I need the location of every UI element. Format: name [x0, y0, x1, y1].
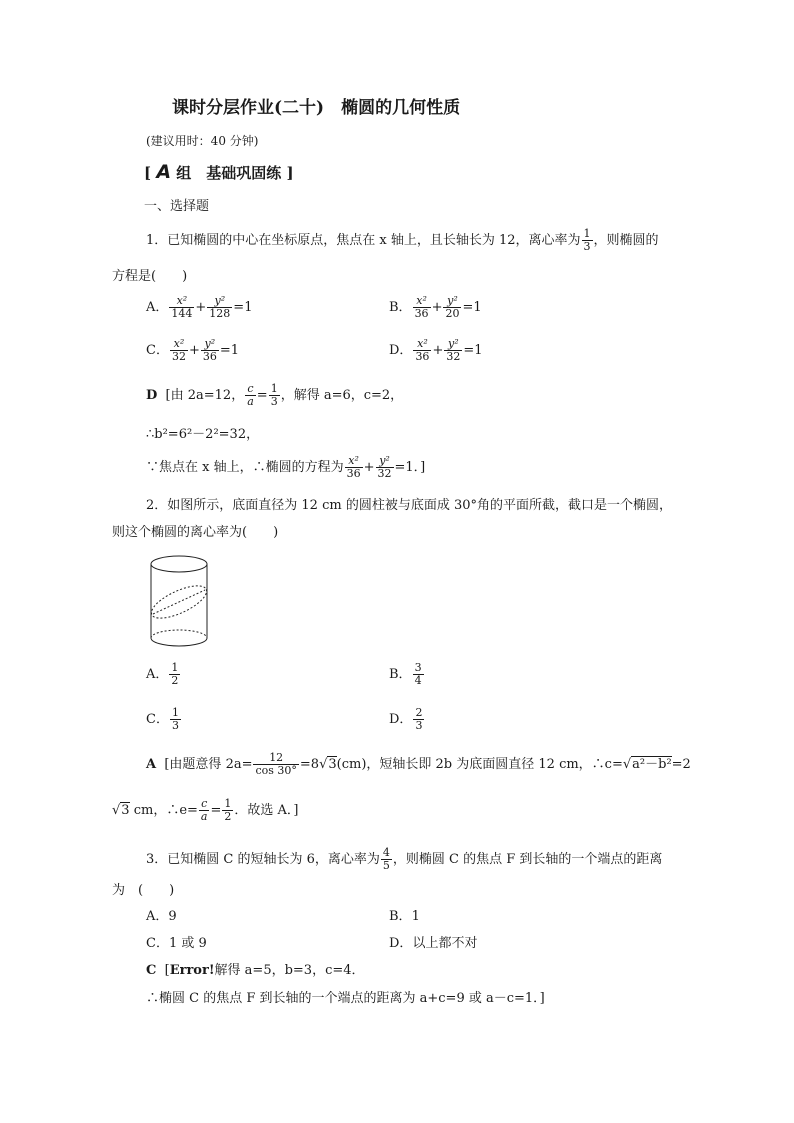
q1-stem-line2: 方程是( ): [112, 269, 188, 284]
q2-stem-line2: 则这个椭圆的离心率为( ): [112, 525, 279, 540]
group-bracket-open: [: [144, 164, 152, 182]
error-text: Error!: [169, 963, 215, 978]
cylinder-figure: [146, 552, 212, 652]
q3-option-a: A．9: [146, 909, 177, 924]
q2-option-c: C． $\frac{1}{3}$: [146, 706, 179, 733]
q2-solution-line1: A [由题意得 2a= $\frac{12}{\cos 30^\circ}$ =8√3(cm)，短轴长即 2b 为底面圆直径 12 cm，∴c=√a²－b²=2: [146, 751, 691, 778]
q2-option-d: D． $\frac{2}{3}$: [389, 706, 423, 733]
q3-option-c: C．1 或 9: [146, 936, 207, 951]
time-note: (建议用时：40 分钟): [146, 134, 259, 148]
q3-option-d: D．以上都不对: [389, 936, 478, 951]
q2-solution-line2: √3 cm，∴e= $\frac{c}{a}$ = $\frac{1}{2}$ ．故选 A．]: [112, 797, 299, 824]
q1-option-d: D． $\frac{\text{x²}}{36}$ + $\frac{\text{y²}}{32}$ =1: [389, 337, 483, 364]
q1-solution-line1: D [由 2a=12， $\frac{c}{a}$ = $\frac{1}{3}$ ，解得 a=6，c=2，: [146, 382, 404, 409]
page-title: 课时分层作业(二十) 椭圆的几何性质: [172, 98, 461, 118]
q2-option-b: B． $\frac{3}{4}$: [389, 661, 422, 688]
q3-stem-line2: 为 ( ): [112, 883, 175, 898]
group-header: [144, 163, 294, 182]
q1-option-b: B． $\frac{\text{x²}}{36}$ + $\frac{\text{y²}}{20}$ =1: [389, 294, 482, 321]
group-label: 组 基础巩固练: [176, 164, 282, 182]
q2-answer: A: [146, 757, 157, 773]
section-heading: 一、选择题: [144, 199, 210, 214]
q1-solution-line3: ∵焦点在 x 轴上，∴椭圆的方程为 $\frac{\text{x²}}{36}$ + $\frac{\text{y²}}{32}$ =1．]: [146, 454, 426, 481]
q1-option-c: C． $\frac{\text{x²}}{32}$ + $\frac{\text{y²}}{36}$ =1: [146, 337, 240, 364]
q1-stem-line1: 1．已知椭圆的中心在坐标原点，焦点在 x 轴上，且长轴长为 12，离心率为 $\frac{1}{3}$ ，则椭圆的: [146, 227, 659, 254]
q3-solution-line1: C [Error!解得 a=5，b=3，c=4．: [146, 963, 365, 978]
q1-option-a: A． $\frac{\text{x²}}{144}$ + $\frac{\text{y²}}{128}$ =1: [146, 294, 253, 321]
q1-answer: D: [146, 388, 158, 404]
q3-answer: C: [146, 963, 157, 978]
group-bracket-close: ]: [286, 164, 294, 182]
q3-solution-line2: ∴椭圆 C 的焦点 F 到长轴的一个端点的距离为 a+c=9 或 a－c=1．]: [146, 991, 545, 1006]
q1-solution-line2: ∴b²=6²－2²=32，: [146, 427, 260, 442]
q3-option-b: B．1: [389, 909, 420, 924]
q3-stem-line1: 3．已知椭圆 C 的短轴长为 6，离心率为 $\frac{4}{5}$ ，则椭圆 C 的焦点 F 到长轴的一个端点的距离: [146, 846, 663, 873]
q2-stem-line1: 2．如图所示，底面直径为 12 cm 的圆柱被与底面成 30°角的平面所截，截口是一个椭圆，: [146, 498, 672, 513]
group-letter: A: [156, 161, 172, 183]
q2-option-a: A． $\frac{1}{2}$: [146, 661, 179, 688]
